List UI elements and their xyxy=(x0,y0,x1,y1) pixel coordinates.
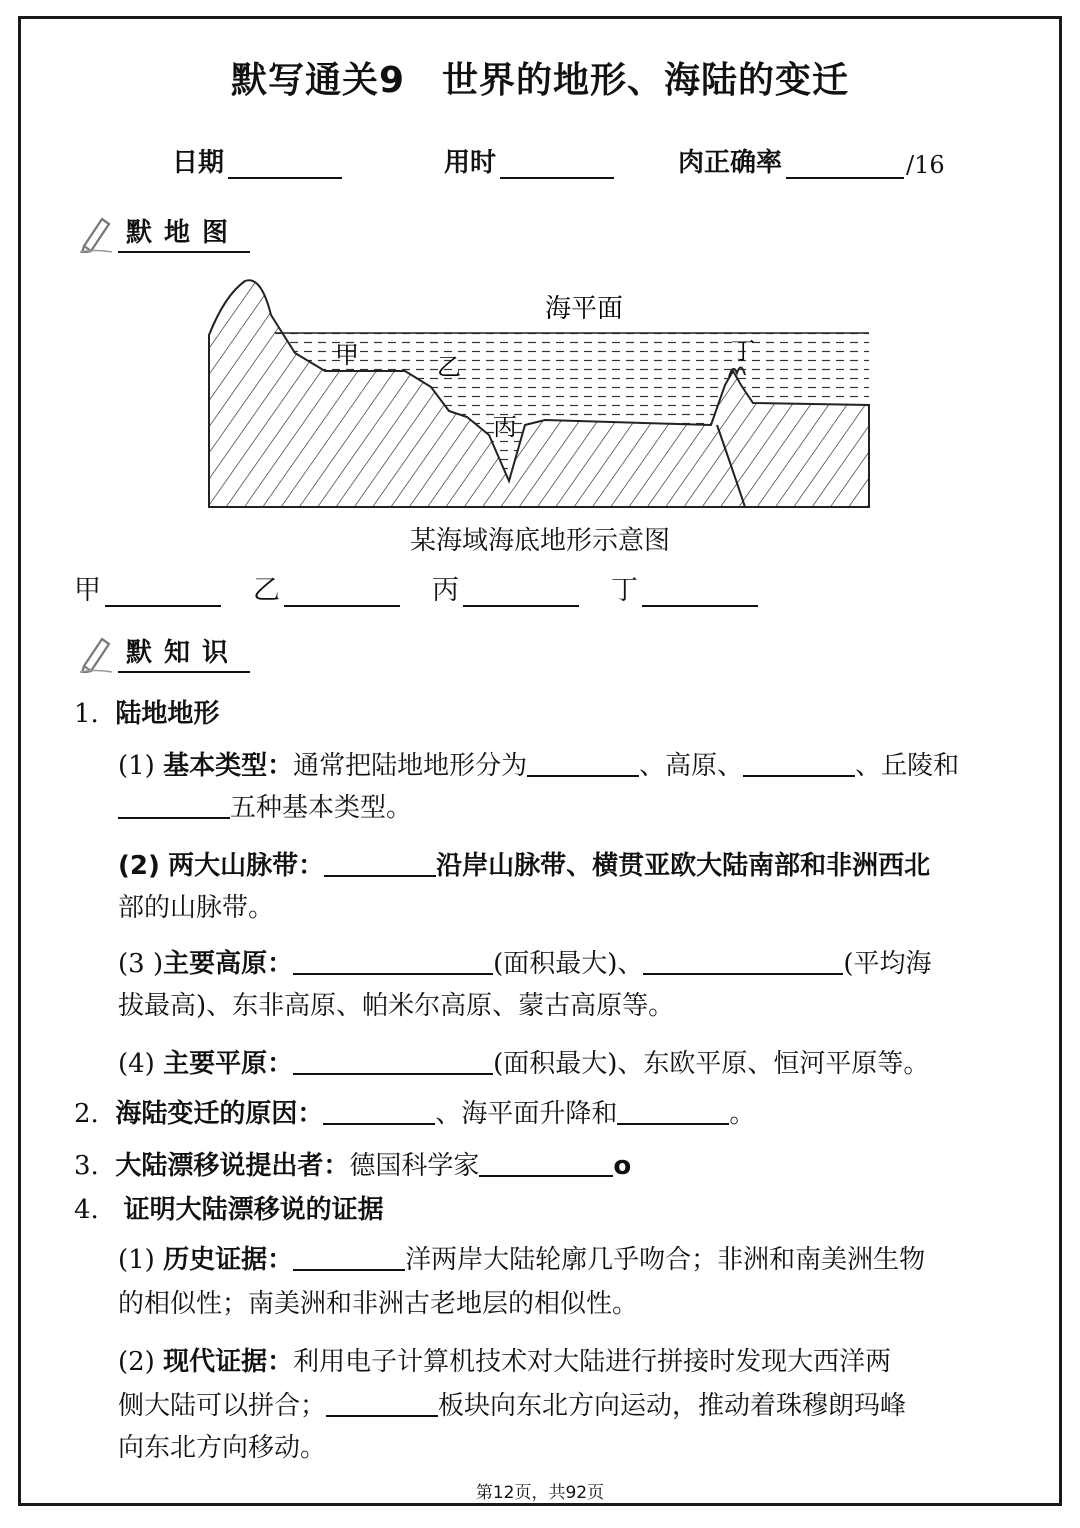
question-1-heading: 1. 陆地地形 xyxy=(74,699,220,729)
blank-item-bing: 丙 xyxy=(432,568,579,607)
date-label: 日期 xyxy=(172,148,225,178)
section-map-header xyxy=(78,212,250,253)
accuracy-total: /16 xyxy=(906,151,945,179)
date-blank[interactable] xyxy=(228,149,342,179)
map-answer-row xyxy=(74,568,790,607)
q4-sub2-line1: (2) 现代证据：利用电子计算机技术对大陆进行拼接时发现大西洋两 xyxy=(118,1347,892,1377)
q1-sub3-line2: 拔最高)、东非高原、帕米尔高原、蒙古高原等。 xyxy=(118,991,675,1021)
accuracy-label: 肉正确率 xyxy=(678,148,783,178)
q4-sub2-line2: 侧大陆可以拼合； 板块向东北方向运动，推动着珠穆朗玛峰 xyxy=(118,1391,907,1421)
section-knowledge-header xyxy=(78,632,250,673)
answer-blank[interactable] xyxy=(323,1097,435,1125)
answer-blank[interactable] xyxy=(118,791,230,819)
blank-item-jia: 甲 xyxy=(74,568,221,607)
answer-blank[interactable] xyxy=(643,947,843,975)
q1-sub1-line1: (1) 基本类型：通常把陆地地形分为 、高原、 、丘陵和 xyxy=(118,751,960,781)
marker-ding: 丁 xyxy=(731,337,755,365)
q1-sub4: (4) 主要平原： (面积最大)、东欧平原、恒河平原等。 xyxy=(118,1049,930,1079)
q4-sub1-line1: (1) 历史证据： 洋两岸大陆轮廓几乎吻合；非洲和南美洲生物 xyxy=(118,1245,926,1275)
seafloor-diagram xyxy=(205,275,875,515)
q4-sub1-line2: 的相似性；南美洲和非洲古老地层的相似性。 xyxy=(118,1289,639,1319)
answer-blank[interactable] xyxy=(527,749,639,777)
section-knowledge-label: 默知识 xyxy=(118,632,250,673)
marker-yi: 乙 xyxy=(437,353,461,381)
blank-item-ding: 丁 xyxy=(611,568,758,607)
sea-level-label: 海平面 xyxy=(545,294,624,324)
question-2: 2. 海陆变迁的原因： 、海平面升降和 。 xyxy=(74,1099,756,1129)
answer-blank[interactable] xyxy=(463,579,579,607)
time-blank[interactable] xyxy=(500,149,614,179)
page-footer: 第12页，共92页 xyxy=(475,1483,605,1503)
q4-sub2-line3: 向东北方向移动。 xyxy=(118,1433,327,1463)
q1-sub2-line1: (2) 两大山脉带： 沿岸山脉带、横贯亚欧大陆南部和非洲西北 xyxy=(118,851,931,881)
answer-blank[interactable] xyxy=(293,1243,405,1271)
answer-blank[interactable] xyxy=(617,1097,729,1125)
question-4-heading: 4. 证明大陆漂移说的证据 xyxy=(74,1195,384,1225)
answer-blank[interactable] xyxy=(293,1047,493,1075)
marker-bing: 丙 xyxy=(493,413,517,441)
answer-blank[interactable] xyxy=(479,1149,613,1177)
answer-blank[interactable] xyxy=(105,579,221,607)
q1-sub2-line2: 部的山脉带。 xyxy=(118,893,275,923)
answer-blank[interactable] xyxy=(324,849,436,877)
question-3: 3. 大陆漂移说提出者：德国科学家 o xyxy=(74,1151,632,1181)
section-map-label: 默地图 xyxy=(118,212,250,253)
worksheet-title: 默写通关9 世界的地形、海陆的变迁 xyxy=(230,60,850,101)
time-label: 用时 xyxy=(444,148,497,178)
accuracy-field xyxy=(678,142,945,179)
answer-blank[interactable] xyxy=(326,1389,438,1417)
date-field xyxy=(172,142,342,179)
answer-blank[interactable] xyxy=(284,579,400,607)
pencil-icon xyxy=(78,213,114,253)
marker-jia: 甲 xyxy=(335,341,359,369)
answer-blank[interactable] xyxy=(642,579,758,607)
answer-blank[interactable] xyxy=(743,749,855,777)
blank-item-yi: 乙 xyxy=(253,568,400,607)
accuracy-blank[interactable] xyxy=(786,149,904,179)
time-field xyxy=(444,142,614,179)
answer-blank[interactable] xyxy=(293,947,493,975)
pencil-icon xyxy=(78,633,114,673)
q1-sub1-line2: 五种基本类型。 xyxy=(118,788,412,828)
diagram-caption: 某海域海底地形示意图 xyxy=(409,526,670,556)
q1-sub3-line1: (3 )主要高原： (面积最大)、 (平均海 xyxy=(118,949,932,979)
